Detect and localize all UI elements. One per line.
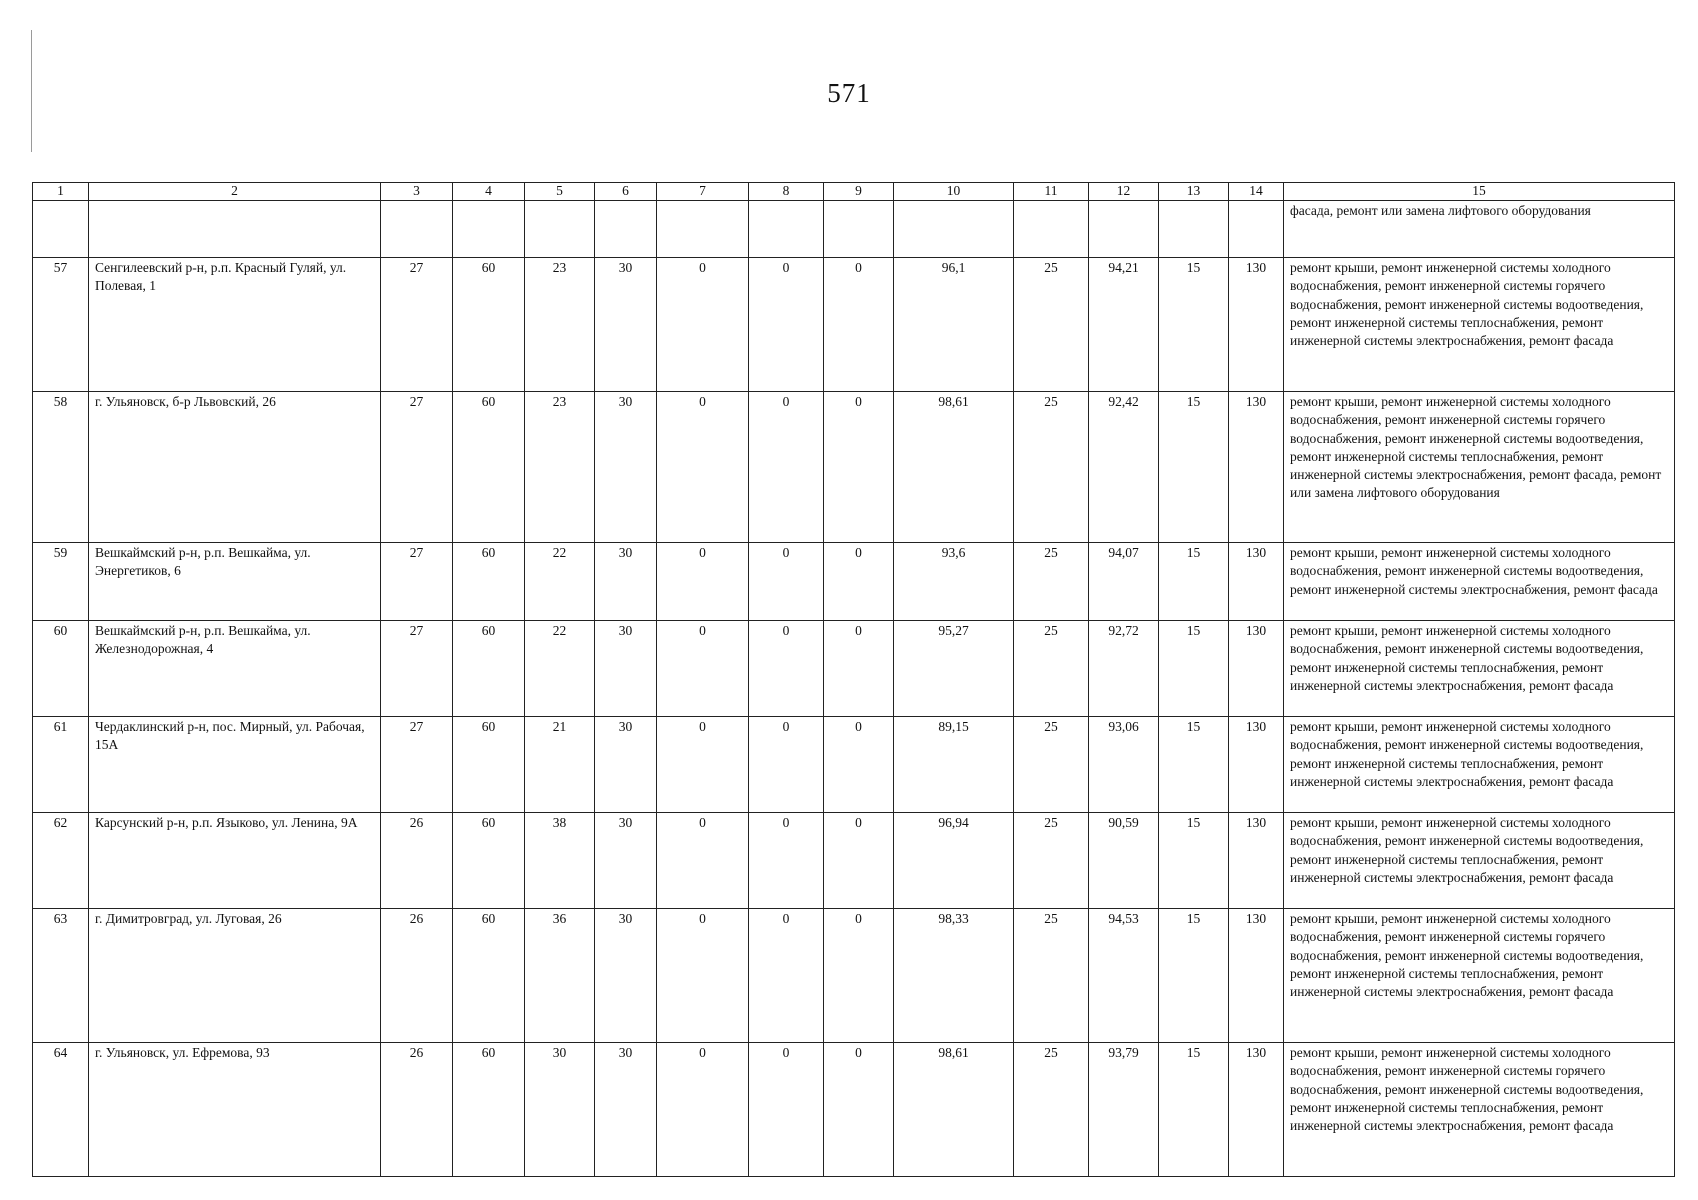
value-cell: 15 — [1159, 717, 1229, 813]
value-cell: 30 — [595, 258, 657, 392]
column-header: 8 — [749, 183, 824, 201]
value-cell: 26 — [381, 813, 453, 909]
value-cell: 0 — [749, 813, 824, 909]
value-cell: 25 — [1014, 392, 1089, 543]
value-cell: 15 — [1159, 392, 1229, 543]
column-header: 12 — [1089, 183, 1159, 201]
value-cell: 22 — [525, 543, 595, 621]
value-cell: 130 — [1229, 1043, 1284, 1177]
address-cell: г. Ульяновск, б-р Львовский, 26 — [89, 392, 381, 543]
value-cell: 23 — [525, 258, 595, 392]
value-cell: 36 — [525, 909, 595, 1043]
value-cell: 92,42 — [1089, 392, 1159, 543]
value-cell: 0 — [749, 1043, 824, 1177]
value-cell: 25 — [1014, 1043, 1089, 1177]
continuation-row — [33, 201, 1675, 258]
value-cell: 96,94 — [894, 813, 1014, 909]
value-cell: 15 — [1159, 813, 1229, 909]
value-cell: 25 — [1014, 813, 1089, 909]
value-cell: 15 — [1159, 1043, 1229, 1177]
value-cell: 0 — [824, 392, 894, 543]
value-cell: 60 — [453, 813, 525, 909]
row-number-cell: 64 — [33, 1043, 89, 1177]
value-cell: 93,79 — [1089, 1043, 1159, 1177]
value-cell: 0 — [749, 543, 824, 621]
value-cell: 0 — [749, 909, 824, 1043]
table-row — [33, 1043, 1675, 1177]
value-cell: 130 — [1229, 621, 1284, 717]
column-header: 3 — [381, 183, 453, 201]
value-cell: 0 — [657, 1043, 749, 1177]
value-cell: 130 — [1229, 717, 1284, 813]
row-number-cell: 63 — [33, 909, 89, 1043]
value-cell: 0 — [657, 258, 749, 392]
works-cell: ремонт крыши, ремонт инженерной системы холодного водоснабжения, ремонт инженерной системы водоотведения, ремонт инженерной системы электроснабжения, ремонт фасада — [1284, 543, 1675, 621]
value-cell: 15 — [1159, 258, 1229, 392]
value-cell: 27 — [381, 717, 453, 813]
value-cell: 27 — [381, 543, 453, 621]
value-cell: 0 — [657, 621, 749, 717]
value-cell: 0 — [657, 813, 749, 909]
works-cell: фасада, ремонт или замена лифтового оборудования — [1284, 201, 1675, 258]
address-cell: Вешкаймский р-н, р.п. Вешкайма, ул. Энергетиков, 6 — [89, 543, 381, 621]
value-cell: 0 — [824, 543, 894, 621]
value-cell: 92,72 — [1089, 621, 1159, 717]
value-cell: 21 — [525, 717, 595, 813]
works-cell: ремонт крыши, ремонт инженерной системы холодного водоснабжения, ремонт инженерной системы горячего водоснабжения, ремонт инженерной системы водоотведения, ремонт инженерной системы теплоснабжения, ремонт инженерной системы электроснабжения, ремонт фасада — [1284, 1043, 1675, 1177]
value-cell: 25 — [1014, 621, 1089, 717]
address-cell: Сенгилеевский р-н, р.п. Красный Гуляй, ул. Полевая, 1 — [89, 258, 381, 392]
value-cell: 130 — [1229, 258, 1284, 392]
column-header: 4 — [453, 183, 525, 201]
table-row — [33, 543, 1675, 621]
value-cell: 30 — [595, 1043, 657, 1177]
table-row — [33, 621, 1675, 717]
table-row — [33, 392, 1675, 543]
value-cell: 94,53 — [1089, 909, 1159, 1043]
value-cell: 130 — [1229, 813, 1284, 909]
works-cell: ремонт крыши, ремонт инженерной системы холодного водоснабжения, ремонт инженерной системы горячего водоснабжения, ремонт инженерной системы водоотведения, ремонт инженерной системы теплоснабжения, ремонт инженерной системы электроснабжения, ремонт фасада, ремонт или замена лифтового оборудования — [1284, 392, 1675, 543]
value-cell: 0 — [657, 717, 749, 813]
table-row — [33, 258, 1675, 392]
column-header: 6 — [595, 183, 657, 201]
value-cell: 60 — [453, 543, 525, 621]
value-cell: 38 — [525, 813, 595, 909]
value-cell: 30 — [595, 813, 657, 909]
table-row — [33, 813, 1675, 909]
value-cell: 0 — [824, 717, 894, 813]
address-cell: Карсунский р-н, р.п. Языково, ул. Ленина, 9А — [89, 813, 381, 909]
column-header: 13 — [1159, 183, 1229, 201]
row-number-cell: 60 — [33, 621, 89, 717]
value-cell: 0 — [824, 621, 894, 717]
column-header: 2 — [89, 183, 381, 201]
value-cell: 96,1 — [894, 258, 1014, 392]
table-row — [33, 909, 1675, 1043]
column-header: 11 — [1014, 183, 1089, 201]
value-cell: 30 — [525, 1043, 595, 1177]
value-cell: 95,27 — [894, 621, 1014, 717]
table-row — [33, 717, 1675, 813]
value-cell: 25 — [1014, 717, 1089, 813]
value-cell: 0 — [824, 1043, 894, 1177]
column-header: 15 — [1284, 183, 1675, 201]
value-cell: 0 — [657, 909, 749, 1043]
value-cell: 0 — [657, 392, 749, 543]
value-cell: 0 — [749, 621, 824, 717]
value-cell: 30 — [595, 717, 657, 813]
value-cell: 25 — [1014, 543, 1089, 621]
works-cell: ремонт крыши, ремонт инженерной системы холодного водоснабжения, ремонт инженерной системы горячего водоснабжения, ремонт инженерной системы водоотведения, ремонт инженерной системы теплоснабжения, ремонт инженерной системы электроснабжения, ремонт фасада — [1284, 258, 1675, 392]
value-cell: 26 — [381, 1043, 453, 1177]
value-cell: 130 — [1229, 909, 1284, 1043]
address-cell: Вешкаймский р-н, р.п. Вешкайма, ул. Железнодорожная, 4 — [89, 621, 381, 717]
works-cell: ремонт крыши, ремонт инженерной системы холодного водоснабжения, ремонт инженерной системы водоотведения, ремонт инженерной системы теплоснабжения, ремонт инженерной системы электроснабжения, ремонт фасада — [1284, 813, 1675, 909]
value-cell: 60 — [453, 392, 525, 543]
value-cell: 98,61 — [894, 1043, 1014, 1177]
value-cell: 23 — [525, 392, 595, 543]
works-cell: ремонт крыши, ремонт инженерной системы холодного водоснабжения, ремонт инженерной системы горячего водоснабжения, ремонт инженерной системы водоотведения, ремонт инженерной системы теплоснабжения, ремонт инженерной системы электроснабжения, ремонт фасада — [1284, 909, 1675, 1043]
value-cell: 30 — [595, 392, 657, 543]
value-cell: 30 — [595, 909, 657, 1043]
value-cell: 60 — [453, 621, 525, 717]
row-number-cell: 57 — [33, 258, 89, 392]
address-cell: г. Ульяновск, ул. Ефремова, 93 — [89, 1043, 381, 1177]
value-cell: 0 — [824, 909, 894, 1043]
repair-register-table — [32, 182, 1675, 1177]
value-cell: 15 — [1159, 621, 1229, 717]
value-cell: 98,33 — [894, 909, 1014, 1043]
row-number-cell: 59 — [33, 543, 89, 621]
address-cell: г. Димитровград, ул. Луговая, 26 — [89, 909, 381, 1043]
value-cell: 90,59 — [1089, 813, 1159, 909]
value-cell: 27 — [381, 392, 453, 543]
value-cell: 25 — [1014, 909, 1089, 1043]
value-cell: 130 — [1229, 543, 1284, 621]
page-number: 571 — [827, 78, 871, 108]
value-cell: 0 — [749, 258, 824, 392]
value-cell: 60 — [453, 909, 525, 1043]
value-cell: 130 — [1229, 392, 1284, 543]
column-header: 1 — [33, 183, 89, 201]
address-cell: Чердаклинский р-н, пос. Мирный, ул. Рабочая, 15А — [89, 717, 381, 813]
column-header: 9 — [824, 183, 894, 201]
value-cell: 93,06 — [1089, 717, 1159, 813]
value-cell: 94,21 — [1089, 258, 1159, 392]
value-cell: 27 — [381, 258, 453, 392]
value-cell: 27 — [381, 621, 453, 717]
works-cell: ремонт крыши, ремонт инженерной системы холодного водоснабжения, ремонт инженерной системы водоотведения, ремонт инженерной системы теплоснабжения, ремонт инженерной системы электроснабжения, ремонт фасада — [1284, 717, 1675, 813]
value-cell: 15 — [1159, 909, 1229, 1043]
value-cell: 15 — [1159, 543, 1229, 621]
value-cell: 93,6 — [894, 543, 1014, 621]
value-cell: 60 — [453, 1043, 525, 1177]
value-cell: 98,61 — [894, 392, 1014, 543]
value-cell: 0 — [749, 717, 824, 813]
value-cell: 0 — [657, 543, 749, 621]
column-header: 10 — [894, 183, 1014, 201]
value-cell: 89,15 — [894, 717, 1014, 813]
value-cell: 0 — [824, 258, 894, 392]
value-cell: 0 — [824, 813, 894, 909]
value-cell: 30 — [595, 621, 657, 717]
value-cell: 94,07 — [1089, 543, 1159, 621]
value-cell: 25 — [1014, 258, 1089, 392]
column-header: 5 — [525, 183, 595, 201]
row-number-cell: 58 — [33, 392, 89, 543]
column-header: 7 — [657, 183, 749, 201]
value-cell: 0 — [749, 392, 824, 543]
row-number-cell: 62 — [33, 813, 89, 909]
row-number-cell: 61 — [33, 717, 89, 813]
value-cell: 30 — [595, 543, 657, 621]
works-cell: ремонт крыши, ремонт инженерной системы холодного водоснабжения, ремонт инженерной системы водоотведения, ремонт инженерной системы теплоснабжения, ремонт инженерной системы электроснабжения, ремонт фасада — [1284, 621, 1675, 717]
column-header: 14 — [1229, 183, 1284, 201]
value-cell: 22 — [525, 621, 595, 717]
value-cell: 26 — [381, 909, 453, 1043]
value-cell: 60 — [453, 258, 525, 392]
header-row — [33, 183, 1675, 201]
value-cell: 60 — [453, 717, 525, 813]
